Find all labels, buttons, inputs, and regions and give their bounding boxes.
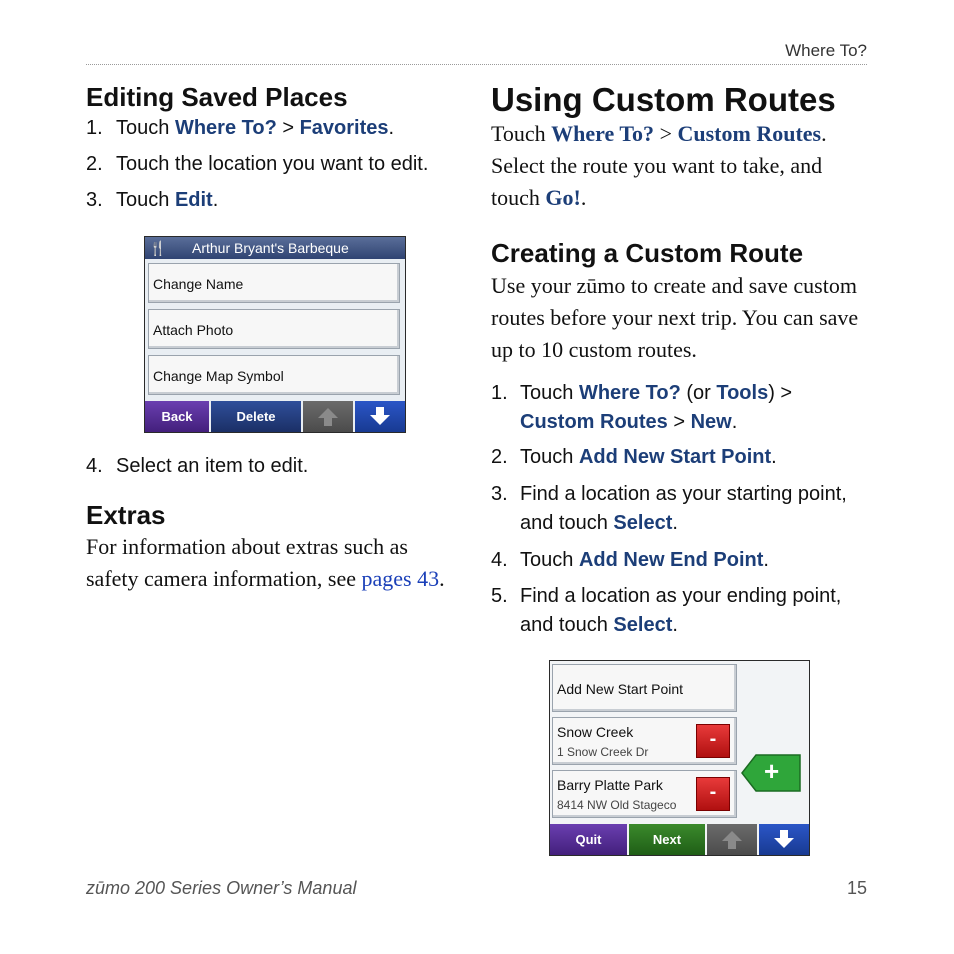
route-point-item[interactable] bbox=[552, 717, 737, 765]
restaurant-icon: 🍴 bbox=[149, 240, 167, 256]
point-name: Snow Creek bbox=[557, 724, 634, 740]
creating-step-1: 1. Touch Where To? (or Tools) > Custom Routes > New. bbox=[491, 379, 871, 437]
arrow-up-icon bbox=[303, 401, 353, 432]
arrow-down-icon bbox=[759, 824, 809, 855]
keyword: Custom Routes bbox=[677, 121, 822, 146]
scroll-down-button[interactable] bbox=[355, 401, 405, 432]
keyword: Custom Routes bbox=[520, 411, 668, 433]
header-rule bbox=[86, 64, 867, 65]
step-number: 2. bbox=[491, 446, 508, 468]
footer-manual-title: zūmo 200 Series Owner’s Manual bbox=[86, 878, 357, 898]
keyword: Where To? bbox=[551, 121, 655, 146]
editing-step-2: 2. Touch the location you want to edit. bbox=[86, 150, 456, 179]
keyword: Add New End Point bbox=[578, 549, 764, 571]
place-name: Arthur Bryant's Barbeque bbox=[192, 240, 349, 256]
step-number: 4. bbox=[86, 455, 103, 477]
step-number: 5. bbox=[491, 585, 508, 607]
page-number: 15 bbox=[846, 878, 867, 898]
keyword: Go! bbox=[545, 185, 581, 210]
keyword: Select bbox=[613, 614, 673, 636]
step-number: 4. bbox=[491, 549, 508, 571]
editing-heading: Editing Saved Places bbox=[86, 82, 348, 112]
remove-point-button[interactable]: - bbox=[696, 724, 730, 758]
editing-step-3: 3. Touch Edit. bbox=[86, 186, 456, 215]
keyword: Edit bbox=[174, 189, 213, 211]
delete-button[interactable]: Delete bbox=[211, 401, 301, 432]
attach-photo-button[interactable]: Attach Photo bbox=[148, 309, 400, 349]
keyword: Favorites bbox=[299, 117, 389, 139]
back-button[interactable]: Back bbox=[145, 401, 209, 432]
keyword: Where To? bbox=[578, 382, 681, 404]
extras-paragraph: For information about extras such as safety camera information, see pages 43. bbox=[86, 534, 445, 591]
step-number: 1. bbox=[491, 382, 508, 404]
point-address: 8414 NW Old Stageco bbox=[557, 798, 677, 812]
creating-step-4: 4. Touch Add New End Point. bbox=[491, 546, 871, 575]
change-map-symbol-button[interactable]: Change Map Symbol bbox=[148, 355, 400, 395]
custom-route-screen bbox=[549, 660, 810, 856]
step-number: 3. bbox=[491, 483, 508, 505]
scroll-up-button[interactable] bbox=[303, 401, 353, 432]
editing-step-1: 1. Touch Where To? > Favorites. bbox=[86, 114, 456, 143]
keyword: Tools bbox=[716, 382, 769, 404]
keyword: New bbox=[690, 411, 732, 433]
arrow-down-icon bbox=[355, 401, 405, 432]
edit-place-screen bbox=[144, 236, 406, 433]
route-point-item[interactable] bbox=[552, 770, 737, 818]
creating-paragraph: Use your zūmo to create and save custom routes before your next trip. You can save up to 10 custom routes. bbox=[491, 273, 859, 362]
add-start-point-button[interactable]: Add New Start Point bbox=[552, 664, 737, 712]
scroll-up-button[interactable] bbox=[707, 824, 757, 855]
creating-heading: Creating a Custom Route bbox=[491, 238, 804, 268]
keyword: Where To? bbox=[174, 117, 277, 139]
quit-button[interactable]: Quit bbox=[550, 824, 627, 855]
intro-paragraph: Touch Where To? > Custom Routes. Select the route you want to take, and touch Go!. bbox=[491, 121, 827, 210]
step-number: 2. bbox=[86, 153, 103, 175]
step-number: 3. bbox=[86, 189, 103, 211]
scroll-down-button[interactable] bbox=[759, 824, 809, 855]
creating-step-2: 2. Touch Add New Start Point. bbox=[491, 443, 871, 472]
arrow-up-icon bbox=[707, 824, 757, 855]
step-number: 1. bbox=[86, 117, 103, 139]
keyword: Select bbox=[613, 512, 673, 534]
editing-step-4: 4. Select an item to edit. bbox=[86, 452, 456, 481]
section-title: Using Custom Routes bbox=[491, 81, 836, 118]
keyword: Add New Start Point bbox=[578, 446, 772, 468]
remove-point-button[interactable]: - bbox=[696, 777, 730, 811]
creating-step-5: 5. Find a location as your ending point, and touch Select. bbox=[491, 582, 871, 640]
pages-link[interactable]: pages 43 bbox=[361, 566, 440, 591]
extras-heading: Extras bbox=[86, 500, 166, 530]
change-name-button[interactable]: Change Name bbox=[148, 263, 400, 303]
point-address: 1 Snow Creek Dr bbox=[557, 745, 649, 759]
running-head: Where To? bbox=[785, 41, 867, 60]
point-name: Barry Platte Park bbox=[557, 777, 663, 793]
creating-step-3: 3. Find a location as your starting point, and touch Select. bbox=[491, 480, 871, 538]
screen-title-bar bbox=[145, 237, 405, 259]
next-button[interactable]: Next bbox=[629, 824, 705, 855]
add-point-button[interactable]: + bbox=[740, 753, 802, 793]
